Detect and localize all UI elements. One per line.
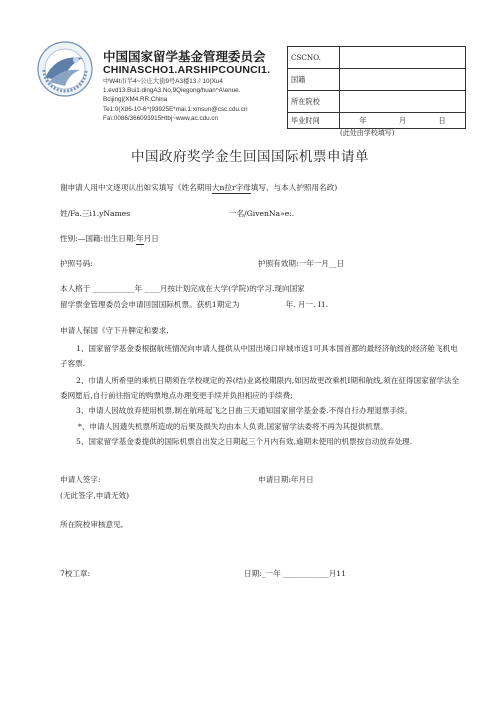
instruction-pre: 谢申请人用中文逐项认出如实填写《姓名期用 xyxy=(60,183,212,192)
info-label: 所在院校 xyxy=(288,91,340,113)
signature-required-note: (无此签字,申请无效) xyxy=(60,491,130,500)
address-line: 中W4t市半4~公庄大街9号A3楼13∥10(Xu4 xyxy=(103,78,223,85)
given-name-label: 一名/GivenNa»e:. xyxy=(229,209,295,218)
instruction-text xyxy=(60,182,337,194)
ticket-request-text: 留学票金管理委员会申请回国国际机票。获机1期定为 xyxy=(60,300,240,309)
birth-date-tail: 月日 xyxy=(143,234,159,243)
stamp-date-label: 日期:_一年 ____________月11 xyxy=(244,569,346,578)
year-label: 年 xyxy=(359,115,367,125)
commitment-item-1: 1、国家留学基金委根据航班情况向申请人提供从中国出境口岸城市返1可具本国首都的最经济航线的经济舱飞机电子客票. xyxy=(60,344,458,368)
application-date-label: 申请日期:年月日 xyxy=(258,475,314,484)
organization-address xyxy=(103,77,283,123)
surname-label: 姓/Fa.三i1.yNames xyxy=(60,209,131,218)
day-label: 日 xyxy=(438,115,446,125)
gender-nationality-birth xyxy=(60,233,159,245)
info-label: 毕业时间 xyxy=(288,113,340,129)
gender-line-label: 性别:—国籍:出生日期: xyxy=(60,234,137,243)
csc-no-field[interactable] xyxy=(340,47,466,69)
applicant-signature-label: 申请人签字: xyxy=(60,475,101,484)
info-row-school xyxy=(288,91,466,113)
study-completion-line: 本人格于 ___________年 ____月按计划完成在大学(学院)的学习.现向国家 xyxy=(60,284,305,293)
school-field[interactable] xyxy=(340,91,466,113)
commitment-item-5: 5、国家留学基金委提供的国际机票自出发之日期起三个月内有效,逾期未使用的机票按自动放弃处理. xyxy=(76,437,413,446)
address-line: Bcijing|(XM4.RR.China xyxy=(103,96,168,104)
commitment-item-4: *、申请人因遗失机票所造成的后果及损失均由本人负责,国家留学法委将不再为其提供机票。 xyxy=(78,422,388,431)
instruction-post: 填写、与本人护照用名政) xyxy=(250,183,338,192)
address-line: 1.evd13.Bui1.dingA3.No,9Qiegong/huan^A\enue. xyxy=(103,87,241,95)
passport-number-label: 护照号码: xyxy=(60,259,93,268)
address-line: Fa\:0086/366093915Htbj~www,ac.cdu.cn xyxy=(103,114,218,122)
form-title: 中国政府奖学金生回国国际机票申请单 xyxy=(131,149,369,165)
school-info-box xyxy=(287,46,466,129)
commitment-intro: 申请人保国《守下升脾定和要求, xyxy=(60,326,169,335)
graduation-date-field[interactable] xyxy=(340,113,466,129)
instruction-underlined: 大n拉r字母 xyxy=(211,183,251,192)
passport-validity-label: 护照有效期:一年一月__日 xyxy=(258,259,345,268)
info-label: 国籍 xyxy=(288,69,340,91)
csc-logo-seal xyxy=(36,40,94,98)
info-row-graduation xyxy=(288,113,466,129)
info-row-csc-no xyxy=(288,47,466,69)
nationality-field[interactable] xyxy=(340,69,466,91)
commitment-item-3: 3、申请人因故放弃使用机票,制在航班起飞之日曲三天通知国家留学基金委.不得自行办理退票手续。 xyxy=(76,406,413,415)
address-line: Te1:0(X86-10-6^)93925E*mai.1:xmsun@csc.cdu.cn xyxy=(103,105,248,113)
month-label: 月 xyxy=(398,115,407,125)
school-stamp-label: 7校工章: xyxy=(60,569,91,578)
school-opinion-label: 所在院校审核意见, xyxy=(60,520,124,529)
info-label: CSCNO. xyxy=(288,47,340,69)
info-row-nationality xyxy=(288,69,466,91)
birth-year-underlined: 年 xyxy=(136,234,144,243)
ticket-request-line xyxy=(60,299,328,310)
organization-name-cn: 中国国家留学基金管理委员会 xyxy=(103,49,266,64)
school-fill-note: (此处由学校填写) xyxy=(340,129,395,137)
flight-date-text: 年. 月一. I1. xyxy=(285,300,329,309)
organization-name-en: CHINASCHO1.ARSHIPCOUNCI1. xyxy=(103,64,271,76)
commitment-item-2: 2、巾请人所希里的乘机日期须在学校规定的养(结)业离校期限内,如因故更改乘机I期和航线,须在征得国家留学法全委网愿后,自行前往指定的购票地点办理变更手续并负担相应的手续费; xyxy=(60,376,460,400)
